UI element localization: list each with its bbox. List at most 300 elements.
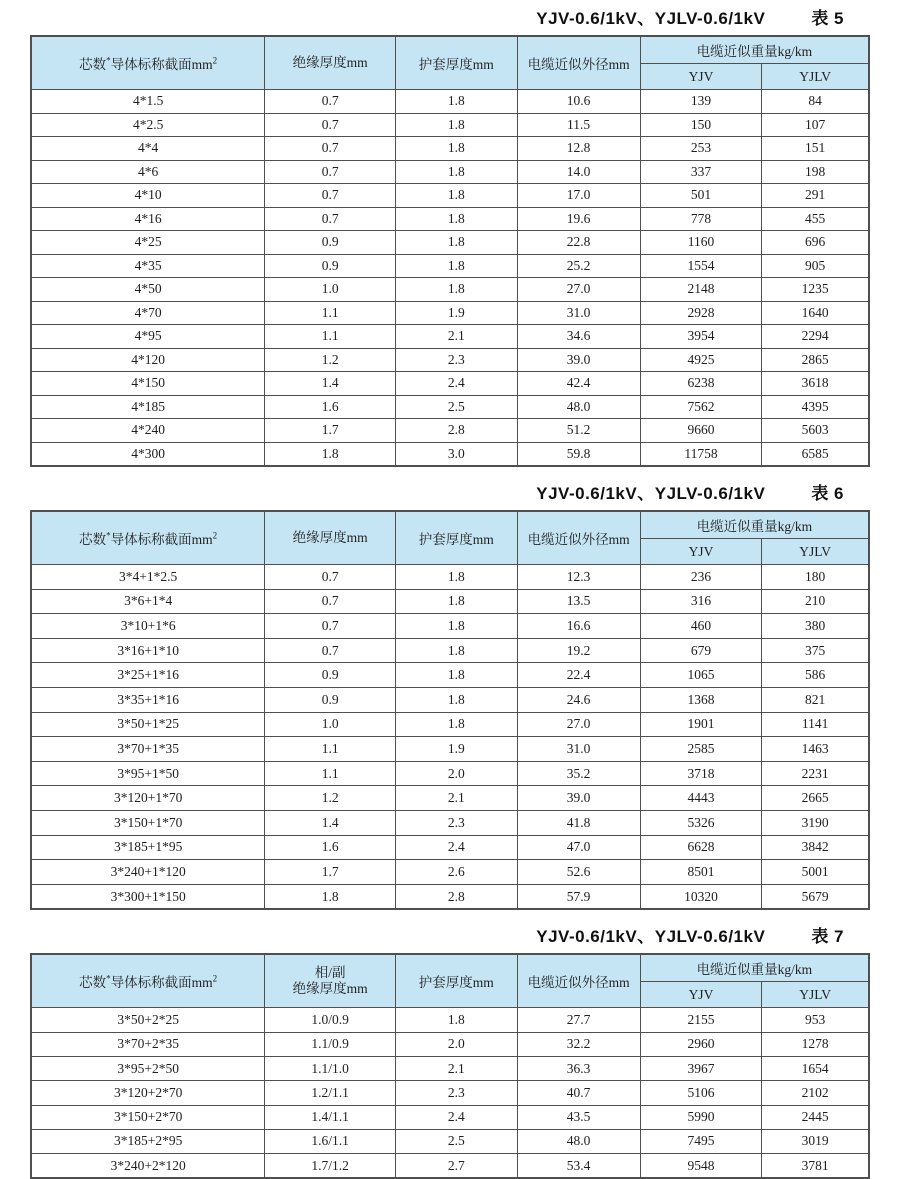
cell: 57.9 (517, 884, 640, 909)
cell: 1.6 (265, 835, 396, 860)
cell: 139 (640, 90, 762, 114)
col-header-insulation (265, 511, 396, 565)
cell: 1.9 (396, 737, 518, 762)
cell: 1.0 (265, 712, 396, 737)
cell: 375 (762, 638, 869, 663)
cell: 905 (762, 254, 869, 278)
col-header-yjv: YJV (640, 982, 762, 1008)
table-row (31, 113, 869, 137)
cell: 3*300+1*150 (31, 884, 265, 909)
table-row (31, 835, 869, 860)
cable-spec-table-5 (30, 35, 870, 467)
col-header-spec (31, 511, 265, 565)
cell: 1278 (762, 1032, 869, 1056)
cell: 236 (640, 565, 762, 590)
cell: 3*240+1*120 (31, 860, 265, 885)
col-header-insulation-phase (265, 954, 396, 1008)
cell: 1.4 (265, 810, 396, 835)
col-header-yjv: YJV (640, 64, 762, 90)
table-row (31, 786, 869, 811)
cell: 39.0 (517, 348, 640, 372)
table-row (31, 348, 869, 372)
cell: 2.8 (396, 419, 518, 443)
cell: 151 (762, 137, 869, 161)
table-row (31, 565, 869, 590)
cell: 2.4 (396, 372, 518, 396)
cell: 5603 (762, 419, 869, 443)
table-row (31, 419, 869, 443)
cell: 3*70+1*35 (31, 737, 265, 762)
cell: 1.2 (265, 786, 396, 811)
cell: 3*185+2*95 (31, 1129, 265, 1153)
cell: 2.3 (396, 348, 518, 372)
cell: 1.7 (265, 860, 396, 885)
cell: 41.8 (517, 810, 640, 835)
table-row (31, 1008, 869, 1032)
table-row (31, 1154, 869, 1179)
cell: 31.0 (517, 737, 640, 762)
cell: 1.4/1.1 (265, 1105, 396, 1129)
cell: 1.8 (396, 565, 518, 590)
cell: 1.8 (396, 278, 518, 302)
table-row (31, 1081, 869, 1105)
cell: 5990 (640, 1105, 762, 1129)
col-header-spec-sup1: * (106, 530, 111, 541)
cell: 316 (640, 589, 762, 614)
cell: 40.7 (517, 1081, 640, 1105)
cell: 6628 (640, 835, 762, 860)
cell: 4925 (640, 348, 762, 372)
cell: 1.4 (265, 372, 396, 396)
cell: 1.8 (396, 663, 518, 688)
cell: 1.1/0.9 (265, 1032, 396, 1056)
cell: 1.8 (396, 712, 518, 737)
cell: 953 (762, 1008, 869, 1032)
cell: 4*16 (31, 207, 265, 231)
cell: 1.6 (265, 395, 396, 419)
table-row (31, 395, 869, 419)
cell: 2.4 (396, 835, 518, 860)
col-header-yjv: YJV (640, 539, 762, 565)
col-header-sheath: 护套厚度mm (396, 954, 518, 1008)
col-header-yjlv: YJLV (762, 982, 869, 1008)
cell: 51.2 (517, 419, 640, 443)
cell: 27.0 (517, 712, 640, 737)
cell: 2.1 (396, 325, 518, 349)
cell: 1.8 (396, 687, 518, 712)
cell: 10320 (640, 884, 762, 909)
cell: 0.7 (265, 184, 396, 208)
col-header-spec-text2: 导体标称截面mm (110, 57, 213, 72)
table-row (31, 687, 869, 712)
table-5-title-row (30, 5, 870, 27)
cell: 3*4+1*2.5 (31, 565, 265, 590)
cell: 11.5 (517, 113, 640, 137)
cell: 0.7 (265, 137, 396, 161)
col-header-yjlv: YJLV (762, 539, 869, 565)
cell: 778 (640, 207, 762, 231)
cell: 3967 (640, 1056, 762, 1080)
col-header-sheath: 护套厚度mm (396, 511, 518, 565)
cell: 12.3 (517, 565, 640, 590)
cell: 1065 (640, 663, 762, 688)
table-5-header (31, 36, 869, 90)
cell: 1141 (762, 712, 869, 737)
cell: 34.6 (517, 325, 640, 349)
table-row (31, 254, 869, 278)
cell: 4*240 (31, 419, 265, 443)
cable-spec-table-7 (30, 953, 870, 1179)
cell: 4*120 (31, 348, 265, 372)
cell: 3.0 (396, 442, 518, 466)
cell: 25.2 (517, 254, 640, 278)
table-7-title: YJV-0.6/1kV、YJLV-0.6/1kV (536, 926, 766, 946)
cell: 3*10+1*6 (31, 614, 265, 639)
cell: 4*50 (31, 278, 265, 302)
cell: 2102 (762, 1081, 869, 1105)
cell: 3*50+2*25 (31, 1008, 265, 1032)
cell: 17.0 (517, 184, 640, 208)
table-row (31, 301, 869, 325)
table-row (31, 137, 869, 161)
cell: 22.8 (517, 231, 640, 255)
col-header-weight-group: 电缆近似重量kg/km (640, 36, 869, 64)
cell: 2.0 (396, 1032, 518, 1056)
col-header-weight-group: 电缆近似重量kg/km (640, 511, 869, 539)
cell: 4*35 (31, 254, 265, 278)
cell: 1.7/1.2 (265, 1154, 396, 1179)
cell: 0.9 (265, 231, 396, 255)
col-header-insulation-line2: 绝缘厚度mm (292, 981, 368, 997)
cell: 460 (640, 614, 762, 639)
cell: 9660 (640, 419, 762, 443)
cell: 2928 (640, 301, 762, 325)
cell: 2.4 (396, 1105, 518, 1129)
cell: 0.9 (265, 663, 396, 688)
table-7-body (31, 1008, 869, 1179)
col-header-spec-text: 芯数 (79, 975, 107, 991)
table-row (31, 737, 869, 762)
cell: 36.3 (517, 1056, 640, 1080)
cell: 1.8 (396, 1008, 518, 1032)
cell: 4*25 (31, 231, 265, 255)
cell: 5679 (762, 884, 869, 909)
col-header-insulation-line2: 绝缘厚度mm (292, 530, 368, 545)
cell: 11758 (640, 442, 762, 466)
cell: 3*240+2*120 (31, 1154, 265, 1179)
cell: 6585 (762, 442, 869, 466)
cell: 3*120+1*70 (31, 786, 265, 811)
table-row (31, 1105, 869, 1129)
cell: 0.7 (265, 113, 396, 137)
cell: 1.8 (265, 442, 396, 466)
table-row (31, 1129, 869, 1153)
cell: 1.1 (265, 761, 396, 786)
cell: 1.1 (265, 737, 396, 762)
cell: 455 (762, 207, 869, 231)
cell: 3*50+1*25 (31, 712, 265, 737)
cell: 2148 (640, 278, 762, 302)
table-6-header (31, 511, 869, 565)
cell: 1.0/0.9 (265, 1008, 396, 1032)
cell: 4*300 (31, 442, 265, 466)
cell: 821 (762, 687, 869, 712)
table-row (31, 810, 869, 835)
cell: 0.9 (265, 254, 396, 278)
cell: 3*16+1*10 (31, 638, 265, 663)
table-7-title-row (30, 923, 870, 945)
cell: 3*95+1*50 (31, 761, 265, 786)
cell: 1.8 (396, 231, 518, 255)
cell: 337 (640, 160, 762, 184)
col-header-spec-sup2: 2 (212, 973, 218, 984)
cell: 1.8 (396, 614, 518, 639)
col-header-spec-sup2: 2 (212, 530, 218, 541)
cell: 1368 (640, 687, 762, 712)
cell: 1.8 (396, 207, 518, 231)
col-header-spec-text2: 导体标称截面mm (110, 975, 213, 991)
cell: 0.7 (265, 90, 396, 114)
cell: 6238 (640, 372, 762, 396)
cell: 2865 (762, 348, 869, 372)
table-row (31, 372, 869, 396)
cell: 31.0 (517, 301, 640, 325)
cell: 7495 (640, 1129, 762, 1153)
cell: 1.8 (265, 884, 396, 909)
cell: 107 (762, 113, 869, 137)
cell: 253 (640, 137, 762, 161)
col-header-insulation-line1: 相/副 (314, 965, 346, 981)
cell: 1.1 (265, 325, 396, 349)
cell: 3019 (762, 1129, 869, 1153)
cell: 27.7 (517, 1008, 640, 1032)
col-header-diameter: 电缆近似外径mm (517, 511, 640, 565)
cell: 16.6 (517, 614, 640, 639)
cell: 4*6 (31, 160, 265, 184)
cell: 3842 (762, 835, 869, 860)
cell: 5326 (640, 810, 762, 835)
cell: 1.2 (265, 348, 396, 372)
col-header-spec-sup1: * (106, 55, 111, 66)
cell: 180 (762, 565, 869, 590)
cell: 1.6/1.1 (265, 1129, 396, 1153)
cell: 1.7 (265, 419, 396, 443)
cell: 3*150+1*70 (31, 810, 265, 835)
cell: 210 (762, 589, 869, 614)
cell: 2.8 (396, 884, 518, 909)
col-header-spec (31, 36, 265, 90)
cell: 8501 (640, 860, 762, 885)
table-row (31, 207, 869, 231)
cell: 3*70+2*35 (31, 1032, 265, 1056)
cell: 1554 (640, 254, 762, 278)
cell: 679 (640, 638, 762, 663)
cell: 1.8 (396, 137, 518, 161)
cell: 42.4 (517, 372, 640, 396)
cell: 198 (762, 160, 869, 184)
cell: 9548 (640, 1154, 762, 1179)
cell: 22.4 (517, 663, 640, 688)
cell: 380 (762, 614, 869, 639)
table-6-title: YJV-0.6/1kV、YJLV-0.6/1kV (536, 483, 766, 503)
cable-spec-table-6 (30, 510, 870, 910)
cell: 3*6+1*4 (31, 589, 265, 614)
cell: 1.2/1.1 (265, 1081, 396, 1105)
cell: 3*95+2*50 (31, 1056, 265, 1080)
cell: 3190 (762, 810, 869, 835)
cell: 4*1.5 (31, 90, 265, 114)
cell: 3*150+2*70 (31, 1105, 265, 1129)
cell: 12.8 (517, 137, 640, 161)
cell: 19.2 (517, 638, 640, 663)
cell: 59.8 (517, 442, 640, 466)
cell: 13.5 (517, 589, 640, 614)
col-header-sheath: 护套厚度mm (396, 36, 518, 90)
cell: 3954 (640, 325, 762, 349)
cell: 0.7 (265, 160, 396, 184)
cell: 24.6 (517, 687, 640, 712)
table-row (31, 1032, 869, 1056)
cell: 1.8 (396, 160, 518, 184)
table-row (31, 184, 869, 208)
col-header-spec-text: 芯数 (79, 532, 107, 547)
cell: 586 (762, 663, 869, 688)
cell: 696 (762, 231, 869, 255)
cell: 10.6 (517, 90, 640, 114)
cell: 1235 (762, 278, 869, 302)
table-row (31, 325, 869, 349)
table-6-title-row (30, 480, 870, 502)
cell: 5001 (762, 860, 869, 885)
cell: 2.6 (396, 860, 518, 885)
table-row (31, 231, 869, 255)
cell: 2294 (762, 325, 869, 349)
cell: 1654 (762, 1056, 869, 1080)
table-row (31, 884, 869, 909)
cell: 1463 (762, 737, 869, 762)
table-row (31, 663, 869, 688)
col-header-spec-text: 芯数 (79, 57, 107, 72)
cell: 1.8 (396, 90, 518, 114)
cell: 1640 (762, 301, 869, 325)
cell: 4*2.5 (31, 113, 265, 137)
cell: 4*4 (31, 137, 265, 161)
cell: 48.0 (517, 1129, 640, 1153)
cell: 1.0 (265, 278, 396, 302)
cell: 2.0 (396, 761, 518, 786)
table-row (31, 589, 869, 614)
col-header-insulation-line2: 绝缘厚度mm (292, 55, 368, 70)
cell: 1.8 (396, 184, 518, 208)
table-row (31, 638, 869, 663)
cell: 4*95 (31, 325, 265, 349)
cell: 27.0 (517, 278, 640, 302)
cell: 291 (762, 184, 869, 208)
cell: 4*185 (31, 395, 265, 419)
table-row (31, 712, 869, 737)
cell: 0.7 (265, 614, 396, 639)
table-5-number: 表 5 (811, 8, 844, 28)
cell: 3*35+1*16 (31, 687, 265, 712)
table-row (31, 160, 869, 184)
cell: 2.5 (396, 395, 518, 419)
cell: 1160 (640, 231, 762, 255)
cell: 2155 (640, 1008, 762, 1032)
cell: 14.0 (517, 160, 640, 184)
cell: 1.8 (396, 113, 518, 137)
cell: 3*120+2*70 (31, 1081, 265, 1105)
cell: 35.2 (517, 761, 640, 786)
cell: 0.7 (265, 638, 396, 663)
cell: 3781 (762, 1154, 869, 1179)
cell: 4443 (640, 786, 762, 811)
cell: 1.1 (265, 301, 396, 325)
cell: 2960 (640, 1032, 762, 1056)
cell: 1901 (640, 712, 762, 737)
cell: 39.0 (517, 786, 640, 811)
cell: 47.0 (517, 835, 640, 860)
cell: 3*25+1*16 (31, 663, 265, 688)
table-row (31, 761, 869, 786)
cell: 3*185+1*95 (31, 835, 265, 860)
col-header-weight-group: 电缆近似重量kg/km (640, 954, 869, 982)
cell: 1.8 (396, 589, 518, 614)
cell: 4*10 (31, 184, 265, 208)
table-row (31, 1056, 869, 1080)
col-header-spec-sup1: * (106, 973, 111, 984)
cell: 1.9 (396, 301, 518, 325)
cell: 19.6 (517, 207, 640, 231)
cell: 1.1/1.0 (265, 1056, 396, 1080)
cell: 4395 (762, 395, 869, 419)
cell: 1.8 (396, 254, 518, 278)
table-5-body (31, 90, 869, 467)
cell: 2.3 (396, 1081, 518, 1105)
col-header-diameter: 电缆近似外径mm (517, 36, 640, 90)
col-header-diameter: 电缆近似外径mm (517, 954, 640, 1008)
cell: 150 (640, 113, 762, 137)
cell: 7562 (640, 395, 762, 419)
cell: 2.7 (396, 1154, 518, 1179)
cell: 0.7 (265, 207, 396, 231)
cell: 2.5 (396, 1129, 518, 1153)
cell: 43.5 (517, 1105, 640, 1129)
col-header-insulation (265, 36, 396, 90)
cell: 501 (640, 184, 762, 208)
cell: 2.3 (396, 810, 518, 835)
cell: 2231 (762, 761, 869, 786)
table-7-number: 表 7 (811, 926, 844, 946)
table-6-body (31, 565, 869, 910)
cell: 2445 (762, 1105, 869, 1129)
table-5-title: YJV-0.6/1kV、YJLV-0.6/1kV (536, 8, 766, 28)
cell: 3718 (640, 761, 762, 786)
col-header-spec-sup2: 2 (212, 55, 218, 66)
cell: 32.2 (517, 1032, 640, 1056)
col-header-spec (31, 954, 265, 1008)
cell: 0.7 (265, 565, 396, 590)
table-row (31, 614, 869, 639)
cell: 52.6 (517, 860, 640, 885)
col-header-yjlv: YJLV (762, 64, 869, 90)
cell: 2.1 (396, 786, 518, 811)
cell: 53.4 (517, 1154, 640, 1179)
cell: 1.8 (396, 638, 518, 663)
cell: 0.9 (265, 687, 396, 712)
cell: 0.7 (265, 589, 396, 614)
table-6-number: 表 6 (811, 483, 844, 503)
cell: 2585 (640, 737, 762, 762)
